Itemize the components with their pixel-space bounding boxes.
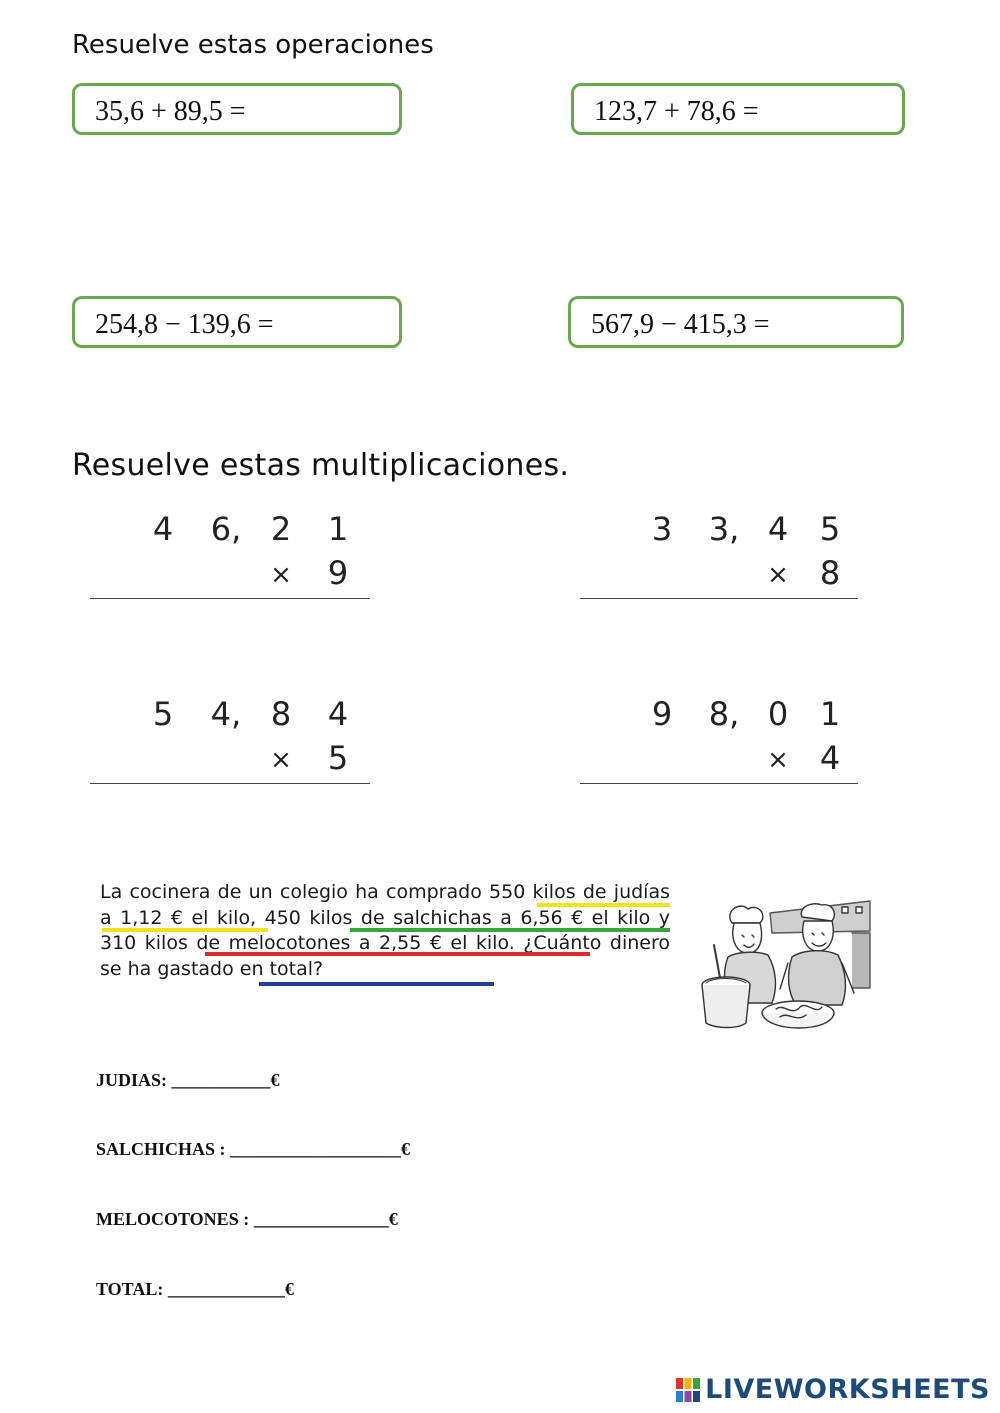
result-line [90, 598, 370, 599]
multiplication-4 [580, 695, 858, 785]
brand-name: LIVEWORKSHEETS [705, 1374, 990, 1405]
times-sign: × [270, 745, 292, 775]
cooks-illustration [692, 893, 874, 1039]
mult-digit: 6, [210, 510, 242, 548]
underline-blue [259, 982, 494, 986]
underline-yellow [537, 903, 670, 907]
mult-digit: 1 [327, 510, 349, 548]
mult-digit: 4 [767, 510, 789, 548]
operation-box-3[interactable]: 254,8 − 139,6 = [72, 296, 402, 348]
multiplier-digit: 9 [327, 554, 349, 592]
answer-total[interactable]: TOTAL: _____________€ [96, 1279, 294, 1299]
mult-digit: 4 [152, 510, 174, 548]
mult-digit: 8 [270, 695, 292, 733]
mult-digit: 2 [270, 510, 292, 548]
multiplication-1 [90, 510, 370, 600]
answer-judias[interactable]: JUDIAS: ___________€ [96, 1070, 280, 1090]
liveworksheets-logo-icon [675, 1377, 701, 1403]
answer-salchichas[interactable]: SALCHICHAS : ___________________€ [96, 1139, 411, 1159]
times-sign: × [767, 560, 789, 590]
multiplication-2 [580, 510, 858, 600]
mult-digit: 4, [210, 695, 242, 733]
mult-digit: 8, [708, 695, 740, 733]
result-line [90, 783, 370, 784]
result-line [580, 598, 858, 599]
mult-digit: 9 [651, 695, 673, 733]
multiplier-digit: 4 [819, 739, 841, 777]
times-sign: × [270, 560, 292, 590]
mult-digit: 5 [819, 510, 841, 548]
mult-digit: 3, [708, 510, 740, 548]
underline-green [350, 928, 670, 932]
mult-digit: 3 [651, 510, 673, 548]
section-title-multiplications: Resuelve estas multiplicaciones. [72, 448, 570, 483]
multiplier-digit: 5 [327, 739, 349, 777]
liveworksheets-brand [675, 1374, 990, 1405]
multiplication-3 [90, 695, 370, 785]
underline-red [205, 952, 590, 956]
mult-digit: 5 [152, 695, 174, 733]
times-sign: × [767, 745, 789, 775]
operation-box-1[interactable]: 35,6 + 89,5 = [72, 83, 402, 135]
mult-digit: 1 [819, 695, 841, 733]
answer-melocotones[interactable]: MELOCOTONES : _______________€ [96, 1209, 398, 1229]
mult-digit: 0 [767, 695, 789, 733]
result-line [580, 783, 858, 784]
section-title-operations: Resuelve estas operaciones [72, 30, 434, 60]
mult-digit: 4 [327, 695, 349, 733]
underline-yellow [102, 928, 268, 932]
operation-box-4[interactable]: 567,9 − 415,3 = [568, 296, 904, 348]
multiplier-digit: 8 [819, 554, 841, 592]
operation-box-2[interactable]: 123,7 + 78,6 = [571, 83, 905, 135]
word-problem-text: La cocinera de un colegio ha comprado 550 kilos de judías a 1,12 € el kilo, 450 kilos de salchichas a 6,56 € el kilo y 310 kilos de melocotones a 2,55 € el kilo. ¿Cuánto dinero se ha gastado en total? [100, 881, 670, 980]
